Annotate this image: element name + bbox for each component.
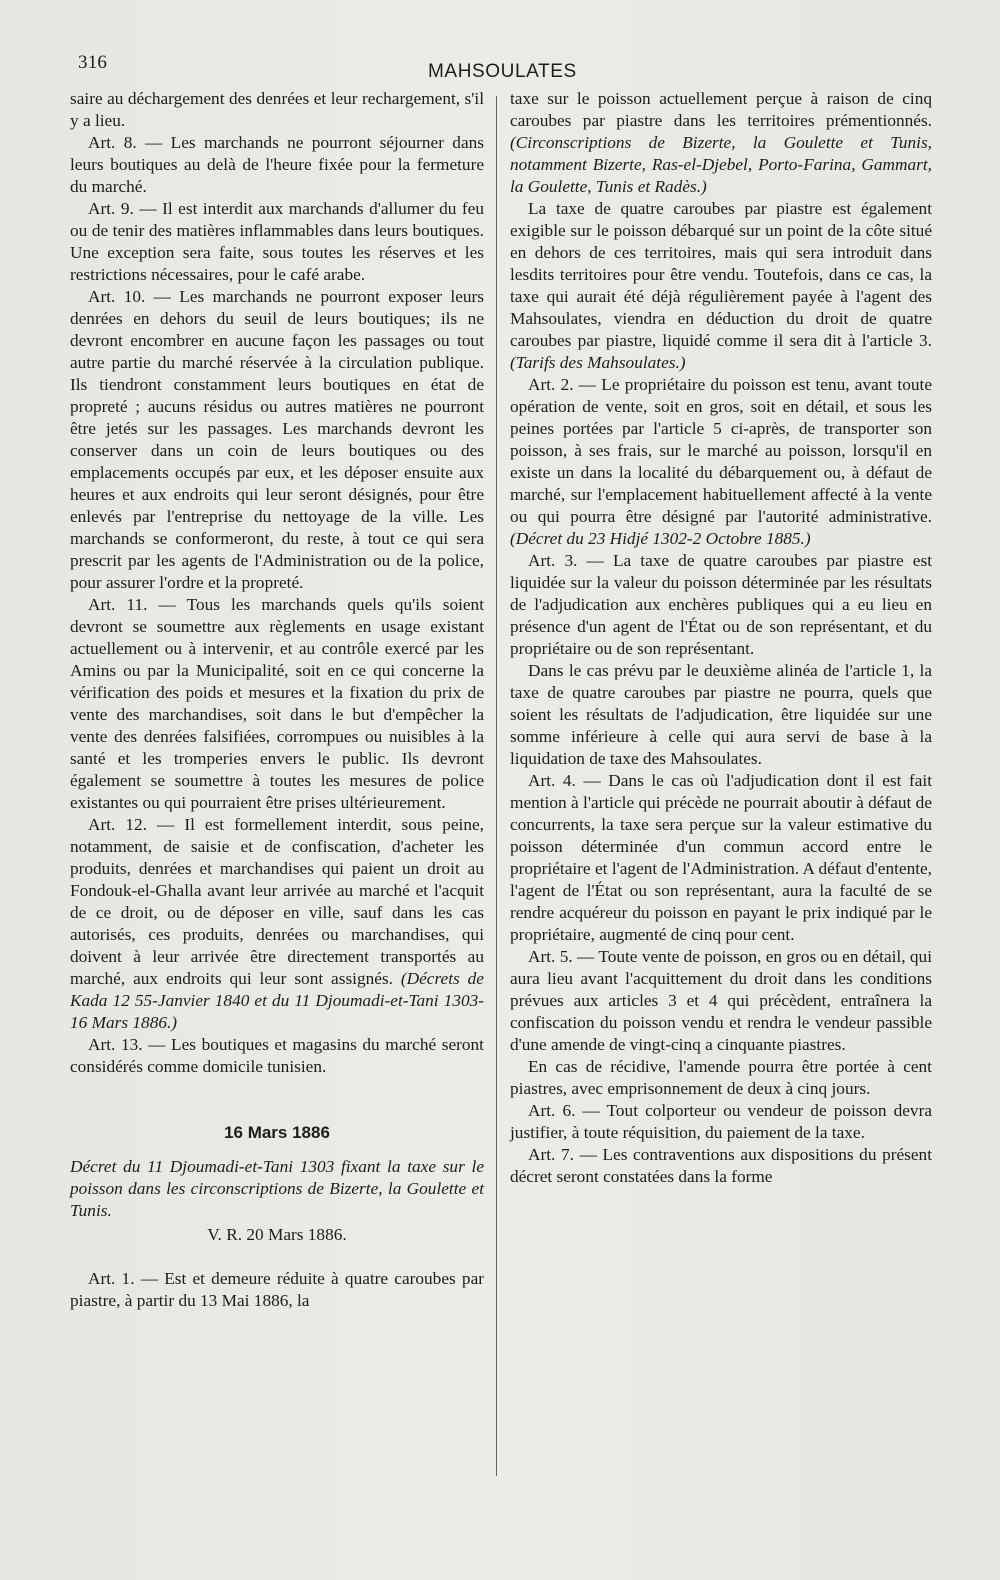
article-11: Art. 11. — Tous les marchands quels qu'ils soient devront se soumettre aux règlements en usage existant actuellement ou à intervenir, et au contrôle exercé par les Amins ou par la Municipalité, soit en ce qui concerne la vérification des poids et mesures et la fixation du prix de vente des marchandises, soit dans le but d'empêcher la vente des denrées falsifiées, corrompues ou nuisibles à la santé et les tromperies envers le public. Ils devront également se soumettre à toutes les mesures de police existantes ou qui pourraient être prises ultérieurement.	[70, 595, 484, 812]
article-2-text: Art. 2. — Le propriétaire du poisson est tenu, avant toute opération de vente, soit en gros, soit en détail, et sous les peines portées par l'article 5 ci-après, de transporter son poisson, à ses frais, sur le marché au poisson, lorsqu'il en existe un dans la localité du débarquement ou, à défaut de marché, sur l'emplacement habituellement affecté à la vente ou qui pourra être désigné par l'autorité administrative.	[510, 375, 932, 526]
page-number: 316	[78, 52, 108, 73]
paragraph: saire au déchargement des denrées et leur rechargement, s'il y a lieu.	[70, 89, 484, 130]
decree-title: Décret du 11 Djoumadi-et-Tani 1303 fixant la taxe sur le poisson dans les circonscriptions de Bizerte, la Goulette et Tunis.	[70, 1157, 484, 1220]
paragraph	[510, 88, 932, 198]
tarifs-reference: (Tarifs des Mahsoulates.)	[510, 353, 686, 372]
article-12-reference: (Décrets de Kada 12 55-Janvier 1840 et du 11 Djoumadi-et-Tani 1303-16 Mars 1886.)	[70, 969, 484, 1032]
article-12	[70, 814, 484, 1034]
vr-line: V. R. 20 Mars 1886.	[207, 1225, 347, 1244]
article-8: Art. 8. — Les marchands ne pourront séjourner dans leurs boutiques au delà de l'heure fixée pour la fermeture du marché.	[70, 133, 484, 196]
paragraph	[510, 198, 932, 374]
article-7: Art. 7. — Les contraventions aux dispositions du présent décret seront constatées dans la forme	[510, 1145, 932, 1186]
article-13: Art. 13. — Les boutiques et magasins du marché seront considérés comme domicile tunisien.	[70, 1035, 484, 1076]
circonscriptions-reference: (Circonscriptions de Bizerte, la Goulette et Tunis, notamment Bizerte, Ras-el-Djebel, Porto-Farina, Gammart, la Goulette, Tunis et Radès.)	[510, 133, 932, 196]
section-date-heading: 16 Mars 1886	[224, 1123, 330, 1142]
article-9: Art. 9. — Il est interdit aux marchands d'allumer du feu ou de tenir des matières inflammables dans leurs boutiques. Une exception sera faite, sous toutes les réserves et les restrictions nécessaires, pour le café arabe.	[70, 199, 484, 284]
article-12-text: Art. 12. — Il est formellement interdit, sous peine, notamment, de saisie et de confiscation, d'acheter les produits, denrées et marchandises qui paient un droit au Fondouk-el-Ghalla avant leur arrivée au marché et l'acquit de ce droit, ou de déposer en ville, sauf dans les cas autorisés, ces produits, denrées ou marchandises, qui doivent à leur arrivée être directement transportés au marché, aux endroits qui leur sont assignés.	[70, 815, 484, 988]
left-column	[70, 88, 484, 1312]
article-5: Art. 5. — Toute vente de poisson, en gros ou en détail, qui aura lieu avant l'acquittement du droit dans les conditions prévues aux articles 3 et 4 qui précèdent, entraînera la confiscation du poisson vendu et rendra le vendeur passible d'une amende de vingt-cinq a cinquante piastres.	[510, 947, 932, 1054]
paragraph-text: La taxe de quatre caroubes par piastre est également exigible sur le poisson débarqué sur un point de la côte situé en dehors de ces territoires, mais qui sera introduit dans lesdits territoires pour être vendu. Toutefois, dans ce cas, la taxe qui aurait été déjà régulièrement payée à l'agent des Mahsoulates, viendra en déduction du droit de quatre caroubes par piastre, liquidé comme il sera dit à l'article 3.	[510, 199, 932, 350]
paragraph: Dans le cas prévu par le deuxième alinéa de l'article 1, la taxe de quatre caroubes par piastre ne pourra, quels que soient les résultats de l'adjudication, être liquidée sur une somme inférieure à celle qui aura servi de base à la liquidation de taxe des Mahsoulates.	[510, 661, 932, 768]
article-6: Art. 6. — Tout colporteur ou vendeur de poisson devra justifier, à toute réquisition, du paiement de la taxe.	[510, 1101, 932, 1142]
column-divider	[496, 96, 497, 1476]
running-head: MAHSOULATES	[428, 61, 577, 82]
article-1: Art. 1. — Est et demeure réduite à quatre caroubes par piastre, à partir du 13 Mai 1886, la	[70, 1269, 484, 1310]
paragraph: En cas de récidive, l'amende pourra être portée à cent piastres, avec emprisonnement de deux à cinq jours.	[510, 1057, 932, 1098]
article-2	[510, 374, 932, 550]
right-column	[510, 88, 932, 1188]
paragraph-text: taxe sur le poisson actuellement perçue à raison de cinq caroubes par piastre dans les territoires prémentionnés.	[510, 89, 932, 130]
article-4: Art. 4. — Dans le cas où l'adjudication dont il est fait mention à l'article qui précède ne pourrait aboutir à défaut de concurrents, la taxe sera perçue sur la valeur estimative du poisson déterminée d'un commun accord entre le propriétaire et l'agent de l'Administration. A défaut d'entente, l'agent de l'État ou son représentant, aura la faculté de se rendre acquéreur du poisson en payant le prix indiqué par le propriétaire, augmenté de cinq pour cent.	[510, 771, 932, 944]
article-10: Art. 10. — Les marchands ne pourront exposer leurs denrées en dehors du seuil de leurs boutiques; ils ne devront encombrer en aucune façon les passages ou tout autre partie du marché réservée à la circulation publique. Ils tiendront constamment leurs boutiques en état de propreté ; aucuns résidus ou autres matières ne pourront être jetés sur les passages. Les marchands devront les conserver dans un coin de leurs boutiques ou des emplacements occupés par eux, et les déposer ensuite aux heures et aux endroits qui leur seront désignés, pour être enlevés par l'entreprise du nettoyage de la ville. Les marchands se conformeront, du reste, à tout ce qui sera prescrit par les agents de l'Administration ou de la police, pour assurer l'ordre et la propreté.	[70, 287, 484, 592]
article-3: Art. 3. — La taxe de quatre caroubes par piastre est liquidée sur la valeur du poisson déterminée par les résultats de l'adjudication aux enchères publiques qui a eu lieu en présence d'un agent de l'État ou de son représentant, et du propriétaire ou de son représentant.	[510, 551, 932, 658]
article-2-reference: (Décret du 23 Hidjé 1302-2 Octobre 1885.)	[510, 529, 811, 548]
